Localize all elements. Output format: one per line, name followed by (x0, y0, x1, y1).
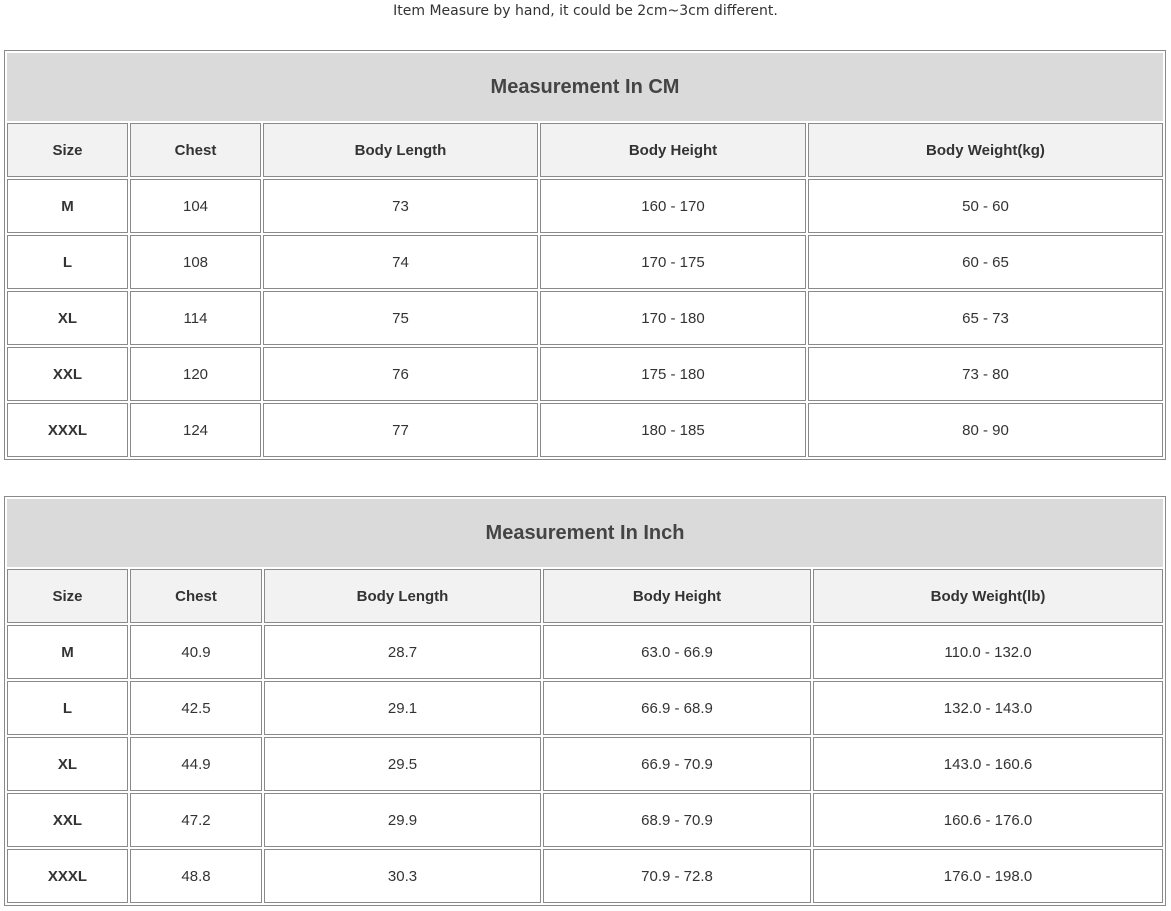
chest-cell: 40.9 (130, 625, 262, 679)
body-length-cell: 73 (263, 179, 538, 233)
body-weight-cell: 73 - 80 (808, 347, 1163, 401)
size-cell: L (7, 235, 128, 289)
body-length-cell: 29.1 (264, 681, 541, 735)
body-height-cell: 160 - 170 (540, 179, 806, 233)
column-header-size: Size (7, 123, 128, 177)
table-row (7, 793, 1163, 847)
measurement-note: Item Measure by hand, it could be 2cm~3cm different. (393, 3, 778, 19)
table-row (7, 235, 1163, 289)
column-header-body-length: Body Length (263, 123, 538, 177)
chest-cell: 48.8 (130, 849, 262, 903)
body-weight-cell: 110.0 - 132.0 (813, 625, 1163, 679)
body-height-cell: 63.0 - 66.9 (543, 625, 811, 679)
body-weight-cell: 65 - 73 (808, 291, 1163, 345)
measurement-table-inch (4, 496, 1166, 906)
body-length-cell: 75 (263, 291, 538, 345)
chest-cell: 42.5 (130, 681, 262, 735)
body-length-cell: 76 (263, 347, 538, 401)
column-header-body-height: Body Height (543, 569, 811, 623)
body-height-cell: 66.9 - 68.9 (543, 681, 811, 735)
column-header-body-weight: Body Weight(kg) (808, 123, 1163, 177)
body-weight-cell: 143.0 - 160.6 (813, 737, 1163, 791)
size-cell: M (7, 179, 128, 233)
measurement-table-cm (4, 50, 1166, 460)
body-height-cell: 170 - 175 (540, 235, 806, 289)
body-weight-cell: 80 - 90 (808, 403, 1163, 457)
body-weight-cell: 176.0 - 198.0 (813, 849, 1163, 903)
table-title: Measurement In Inch (7, 499, 1163, 567)
column-header-body-height: Body Height (540, 123, 806, 177)
body-height-cell: 175 - 180 (540, 347, 806, 401)
table-row (7, 849, 1163, 903)
table-row (7, 403, 1163, 457)
chest-cell: 47.2 (130, 793, 262, 847)
size-cell: M (7, 625, 128, 679)
table-row (7, 347, 1163, 401)
body-weight-cell: 132.0 - 143.0 (813, 681, 1163, 735)
body-length-cell: 74 (263, 235, 538, 289)
body-weight-cell: 50 - 60 (808, 179, 1163, 233)
body-length-cell: 28.7 (264, 625, 541, 679)
table-title: Measurement In CM (7, 53, 1163, 121)
body-length-cell: 30.3 (264, 849, 541, 903)
chest-cell: 120 (130, 347, 261, 401)
chest-cell: 104 (130, 179, 261, 233)
body-height-cell: 170 - 180 (540, 291, 806, 345)
header-row (7, 123, 1163, 177)
column-header-body-weight: Body Weight(lb) (813, 569, 1163, 623)
size-cell: L (7, 681, 128, 735)
table-row (7, 737, 1163, 791)
size-cell: XXXL (7, 849, 128, 903)
table-row (7, 625, 1163, 679)
size-cell: XXXL (7, 403, 128, 457)
chest-cell: 114 (130, 291, 261, 345)
column-header-body-length: Body Length (264, 569, 541, 623)
chest-cell: 124 (130, 403, 261, 457)
body-height-cell: 180 - 185 (540, 403, 806, 457)
body-length-cell: 29.5 (264, 737, 541, 791)
table-row (7, 291, 1163, 345)
chest-cell: 44.9 (130, 737, 262, 791)
size-cell: XXL (7, 793, 128, 847)
body-height-cell: 70.9 - 72.8 (543, 849, 811, 903)
chest-cell: 108 (130, 235, 261, 289)
column-header-chest: Chest (130, 123, 261, 177)
header-row (7, 569, 1163, 623)
size-cell: XL (7, 737, 128, 791)
body-height-cell: 68.9 - 70.9 (543, 793, 811, 847)
body-height-cell: 66.9 - 70.9 (543, 737, 811, 791)
body-weight-cell: 60 - 65 (808, 235, 1163, 289)
column-header-size: Size (7, 569, 128, 623)
body-weight-cell: 160.6 - 176.0 (813, 793, 1163, 847)
column-header-chest: Chest (130, 569, 262, 623)
body-length-cell: 29.9 (264, 793, 541, 847)
body-length-cell: 77 (263, 403, 538, 457)
size-cell: XXL (7, 347, 128, 401)
size-cell: XL (7, 291, 128, 345)
table-row (7, 179, 1163, 233)
table-row (7, 681, 1163, 735)
